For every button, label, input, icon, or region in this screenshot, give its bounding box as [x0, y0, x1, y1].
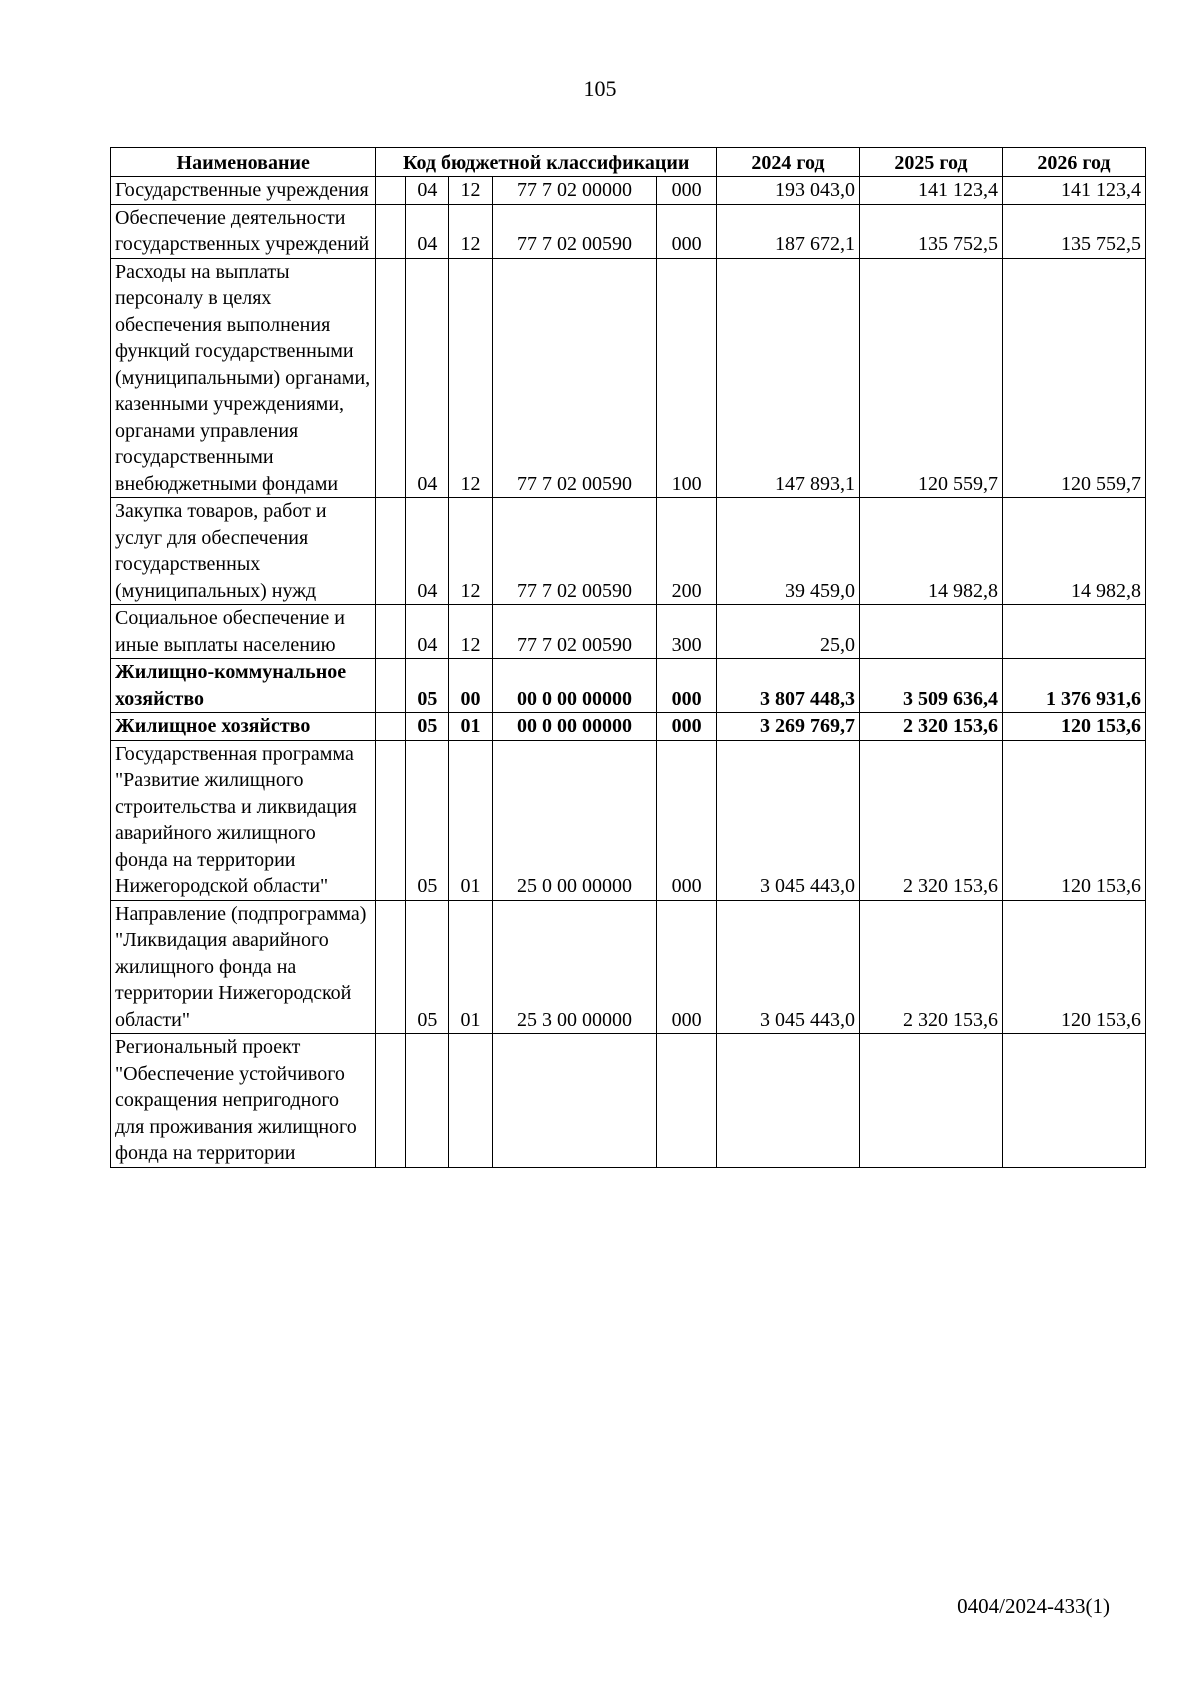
cell-2025 [859, 605, 1002, 659]
cell-subsection: 12 [449, 204, 492, 258]
page-number: 105 [583, 76, 617, 101]
cell-name: Направление (подпрограмма) "Ликвидация аварийного жилищного фонда на территории Нижегородской области" [111, 900, 376, 1034]
cell-blank [376, 659, 406, 713]
cell-section [406, 1034, 449, 1168]
cell-section: 04 [406, 204, 449, 258]
cell-target-article: 00 0 00 00000 [492, 659, 657, 713]
cell-name: Жилищное хозяйство [111, 713, 376, 741]
table-row [111, 605, 1146, 659]
cell-name: Обеспечение деятельности государственных учреждений [111, 204, 376, 258]
cell-2026: 120 153,6 [1002, 900, 1145, 1034]
cell-2025: 2 320 153,6 [859, 900, 1002, 1034]
cell-section: 04 [406, 177, 449, 205]
cell-2026: 120 153,6 [1002, 740, 1145, 900]
cell-section: 04 [406, 605, 449, 659]
cell-blank [376, 605, 406, 659]
cell-section: 05 [406, 713, 449, 741]
cell-2024: 39 459,0 [716, 498, 859, 605]
table-row [111, 740, 1146, 900]
cell-expense-type: 200 [657, 498, 717, 605]
cell-blank [376, 740, 406, 900]
cell-expense-type: 300 [657, 605, 717, 659]
cell-2025: 14 982,8 [859, 498, 1002, 605]
cell-name: Закупка товаров, работ и услуг для обеспечения государственных (муниципальных) нужд [111, 498, 376, 605]
cell-2026: 14 982,8 [1002, 498, 1145, 605]
cell-expense-type [657, 1034, 717, 1168]
cell-target-article: 77 7 02 00000 [492, 177, 657, 205]
cell-blank [376, 177, 406, 205]
table-row [111, 1034, 1146, 1168]
cell-expense-type: 100 [657, 258, 717, 498]
cell-target-article: 77 7 02 00590 [492, 204, 657, 258]
cell-2026: 120 153,6 [1002, 713, 1145, 741]
cell-subsection: 00 [449, 659, 492, 713]
cell-target-article: 25 0 00 00000 [492, 740, 657, 900]
cell-blank [376, 713, 406, 741]
cell-subsection: 01 [449, 900, 492, 1034]
cell-2026: 120 559,7 [1002, 258, 1145, 498]
cell-2026: 1 376 931,6 [1002, 659, 1145, 713]
cell-2024 [716, 1034, 859, 1168]
cell-2024: 3 045 443,0 [716, 900, 859, 1034]
cell-subsection [449, 1034, 492, 1168]
table-row [111, 498, 1146, 605]
cell-2024: 187 672,1 [716, 204, 859, 258]
cell-2024: 3 807 448,3 [716, 659, 859, 713]
header-name: Наименование [111, 148, 376, 177]
cell-target-article: 77 7 02 00590 [492, 258, 657, 498]
cell-blank [376, 900, 406, 1034]
cell-name: Государственные учреждения [111, 177, 376, 205]
cell-subsection: 01 [449, 713, 492, 741]
cell-2025: 2 320 153,6 [859, 740, 1002, 900]
cell-2025: 120 559,7 [859, 258, 1002, 498]
cell-2024: 193 043,0 [716, 177, 859, 205]
cell-2026 [1002, 1034, 1145, 1168]
cell-section: 05 [406, 900, 449, 1034]
cell-name: Социальное обеспечение и иные выплаты населению [111, 605, 376, 659]
cell-blank [376, 204, 406, 258]
cell-section: 04 [406, 498, 449, 605]
cell-2025 [859, 1034, 1002, 1168]
cell-subsection: 12 [449, 258, 492, 498]
cell-target-article: 77 7 02 00590 [492, 605, 657, 659]
table-row [111, 258, 1146, 498]
cell-2024: 147 893,1 [716, 258, 859, 498]
cell-expense-type: 000 [657, 204, 717, 258]
cell-2024: 3 045 443,0 [716, 740, 859, 900]
cell-name: Государственная программа "Развитие жилищного строительства и ликвидация аварийного жилищного фонда на территории Нижегородской области" [111, 740, 376, 900]
cell-2025: 2 320 153,6 [859, 713, 1002, 741]
table-row [111, 900, 1146, 1034]
cell-subsection: 12 [449, 498, 492, 605]
cell-target-article [492, 1034, 657, 1168]
table-row [111, 713, 1146, 741]
cell-subsection: 12 [449, 177, 492, 205]
cell-expense-type: 000 [657, 900, 717, 1034]
cell-2025: 3 509 636,4 [859, 659, 1002, 713]
cell-2026 [1002, 605, 1145, 659]
cell-blank [376, 258, 406, 498]
cell-blank [376, 1034, 406, 1168]
cell-target-article: 00 0 00 00000 [492, 713, 657, 741]
header-2025: 2025 год [859, 148, 1002, 177]
cell-expense-type: 000 [657, 177, 717, 205]
cell-2024: 25,0 [716, 605, 859, 659]
cell-2026: 141 123,4 [1002, 177, 1145, 205]
cell-name: Жилищно-коммунальное хозяйство [111, 659, 376, 713]
table-row [111, 177, 1146, 205]
cell-expense-type: 000 [657, 713, 717, 741]
cell-section: 05 [406, 659, 449, 713]
table-body [111, 177, 1146, 1168]
cell-target-article: 77 7 02 00590 [492, 498, 657, 605]
cell-expense-type: 000 [657, 740, 717, 900]
document-code: 0404/2024-433(1) [957, 1594, 1110, 1618]
cell-2025: 141 123,4 [859, 177, 1002, 205]
cell-name: Расходы на выплаты персоналу в целях обеспечения выполнения функций государственными (муниципальными) органами, казенными учреждениями, органами управления государственными внебюджетными фондами [111, 258, 376, 498]
cell-section: 04 [406, 258, 449, 498]
cell-subsection: 12 [449, 605, 492, 659]
header-row [111, 148, 1146, 177]
cell-2024: 3 269 769,7 [716, 713, 859, 741]
cell-target-article: 25 3 00 00000 [492, 900, 657, 1034]
cell-subsection: 01 [449, 740, 492, 900]
header-2024: 2024 год [716, 148, 859, 177]
budget-table [110, 147, 1146, 1168]
cell-2026: 135 752,5 [1002, 204, 1145, 258]
header-code: Код бюджетной классификации [376, 148, 717, 177]
cell-section: 05 [406, 740, 449, 900]
cell-expense-type: 000 [657, 659, 717, 713]
table-row [111, 659, 1146, 713]
header-2026: 2026 год [1002, 148, 1145, 177]
cell-blank [376, 498, 406, 605]
cell-name: Региональный проект "Обеспечение устойчивого сокращения непригодного для проживания жилищного фонда на территории [111, 1034, 376, 1168]
cell-2025: 135 752,5 [859, 204, 1002, 258]
table-row [111, 204, 1146, 258]
